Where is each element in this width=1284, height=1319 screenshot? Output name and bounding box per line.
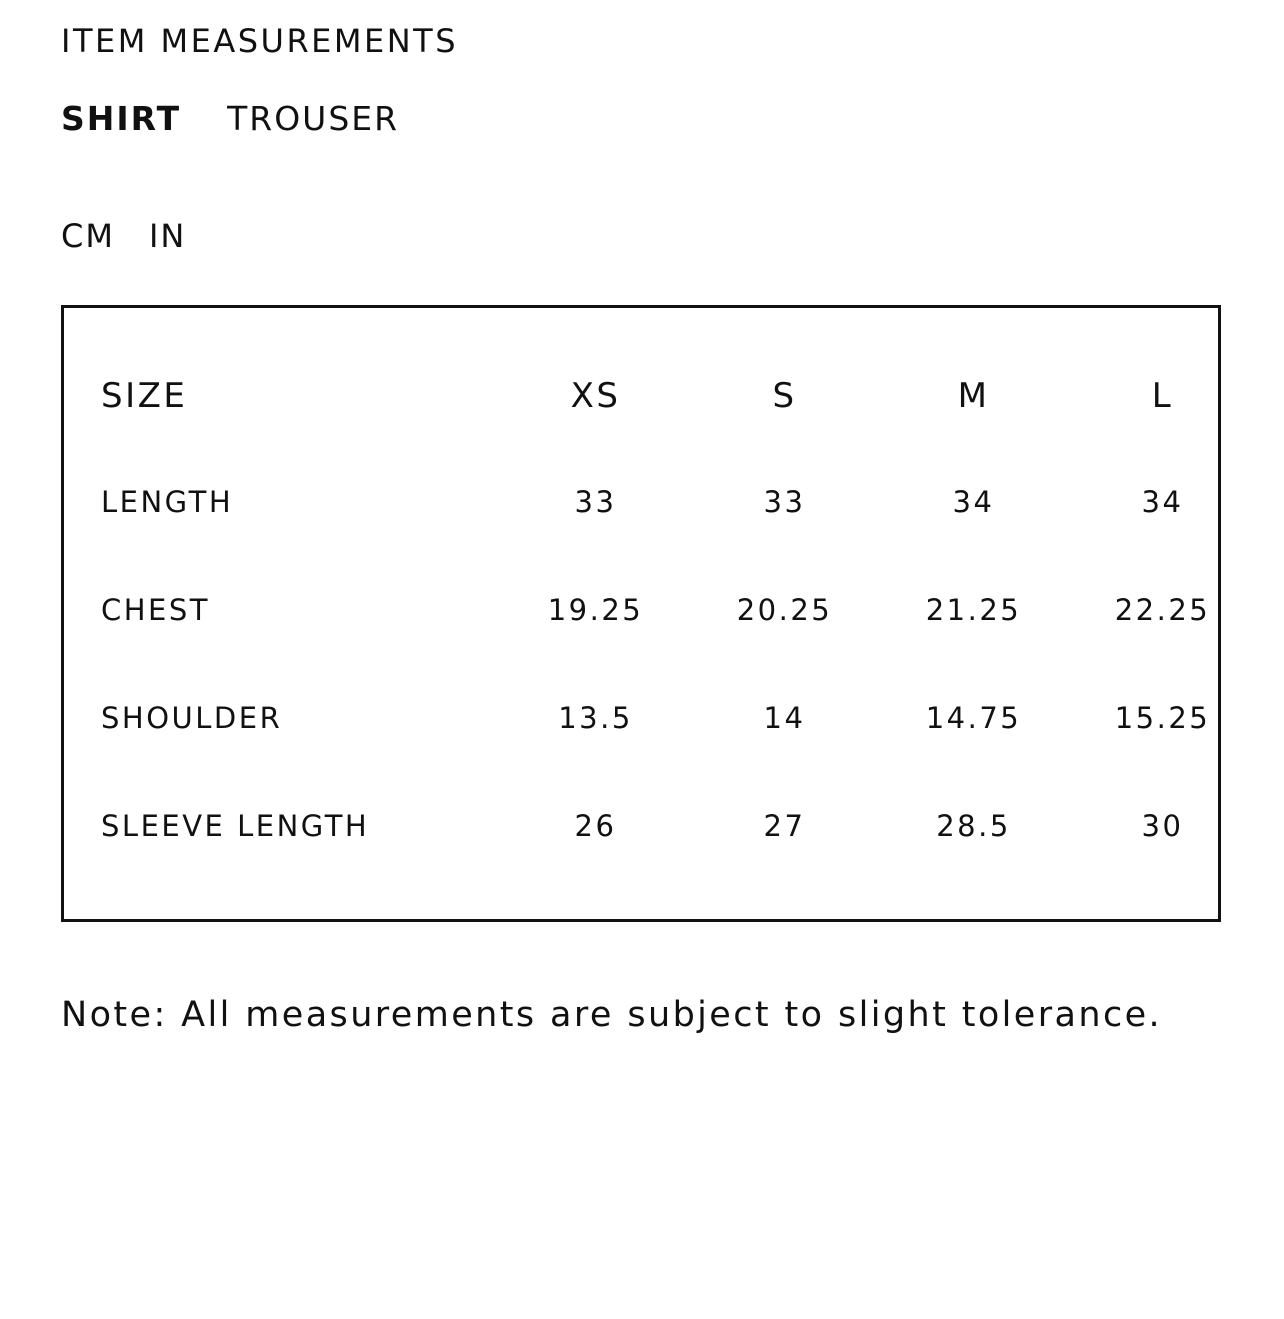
page-title: ITEM MEASUREMENTS [61,22,459,60]
table-row [101,448,1257,556]
tab-shirt[interactable]: SHIRT [61,99,182,138]
header-l: L [1151,376,1174,416]
row-label-length: LENGTH [101,485,234,519]
table-cell: 27 [763,809,806,843]
table-cell: 21.25 [925,593,1022,627]
table-cell: 34 [952,485,995,519]
row-label-chest: CHEST [101,593,211,627]
garment-tabs [61,100,399,138]
size-chart-table [101,344,1257,880]
table-cell: 13.5 [558,701,633,735]
table-cell: 19.25 [547,593,644,627]
unit-in-button[interactable]: IN [148,217,187,255]
table-cell: 20.25 [736,593,833,627]
unit-cm-button[interactable]: CM [61,217,115,255]
row-label-sleeve-length: SLEEVE LENGTH [101,809,370,843]
table-cell: 28.5 [936,809,1011,843]
header-size: SIZE [101,376,188,416]
unit-toggle [61,217,186,255]
header-m: M [957,376,990,416]
table-cell: 15.25 [1114,701,1211,735]
row-label-shoulder: SHOULDER [101,701,283,735]
table-header-row [101,344,1257,448]
size-chart-box [61,305,1221,922]
table-row [101,664,1257,772]
table-row [101,556,1257,664]
table-cell: 30 [1141,809,1184,843]
tolerance-note: Note: All measurements are subject to slight tolerance. [61,995,1163,1035]
table-cell: 14 [763,701,806,735]
header-s: S [772,376,797,416]
table-cell: 22.25 [1114,593,1211,627]
table-cell: 14.75 [925,701,1022,735]
table-cell: 26 [574,809,617,843]
tab-trouser[interactable]: TROUSER [227,99,400,138]
header-xs: XS [570,376,621,416]
table-cell: 33 [574,485,617,519]
table-row [101,772,1257,880]
table-cell: 33 [763,485,806,519]
table-cell: 34 [1141,485,1184,519]
